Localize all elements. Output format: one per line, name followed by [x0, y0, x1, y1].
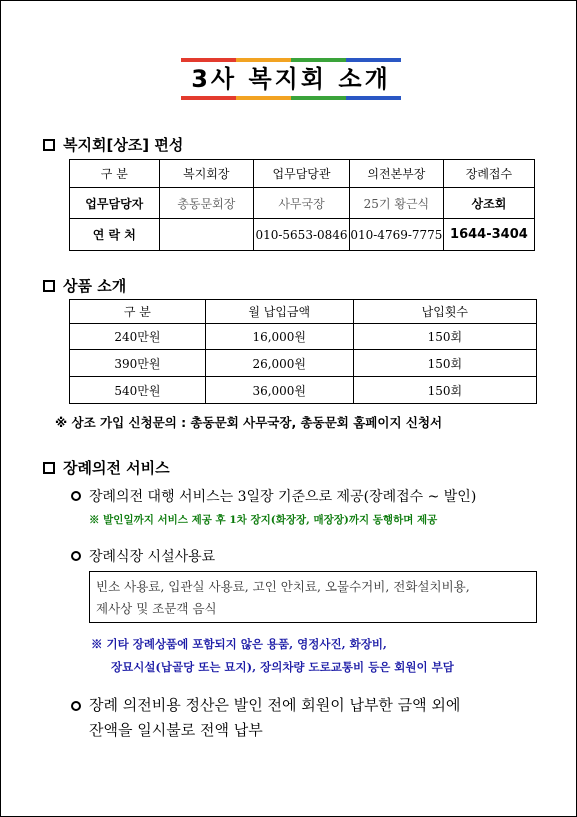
- service-item-1: [71, 486, 476, 506]
- circle-bullet-icon: [71, 491, 81, 501]
- header-cell: 업무담당관: [254, 160, 350, 188]
- service-item-1-text: 장례의전 대행 서비스는 3일장 기준으로 제공(장례접수 ~ 발인): [89, 489, 477, 505]
- header-cell: 월 납입금액: [205, 300, 353, 324]
- table-cell: 1644-3404: [443, 219, 534, 251]
- extra-cost-note-1: ※ 기타 장례상품에 포함되지 않은 용품, 영정사진, 화장비,: [91, 637, 387, 651]
- table-cell: 총동문회장: [159, 188, 253, 219]
- service-item-3-text: 장례 의전비용 정산은 발인 전에 회원이 납부한 금액 외에: [89, 696, 461, 714]
- header-cell: 복지회장: [159, 160, 253, 188]
- header-cell: 구 분: [70, 160, 160, 188]
- header-cell: 납입횟수: [353, 300, 536, 324]
- checkbox-icon: [43, 139, 55, 151]
- product-table: [69, 299, 537, 404]
- facility-fee-line: 제사상 및 조문객 음식: [96, 601, 217, 616]
- title-block: [181, 58, 401, 100]
- service-item-3: [71, 693, 460, 743]
- section2-heading: [43, 275, 126, 296]
- service-item-1-note: ※ 발인일까지 서비스 제공 후 1차 장지(화장장, 매장장)까지 동행하며 제공: [89, 514, 438, 526]
- title-color-bar-bottom: [181, 96, 401, 100]
- table-row: [70, 324, 537, 350]
- org-table-header: [70, 160, 535, 188]
- table-cell: 26,000원: [205, 350, 353, 377]
- checkbox-icon: [43, 280, 55, 292]
- section1-heading-text: 복지회[상조] 편성: [63, 136, 184, 154]
- table-row: [70, 219, 535, 251]
- facility-fee-line: 빈소 사용료, 입관실 사용료, 고인 안치료, 오물수거비, 전화설치비용,: [96, 579, 470, 594]
- table-row: [70, 377, 537, 404]
- table-cell: 150회: [353, 350, 536, 377]
- table-cell: 010-5653-0846: [254, 219, 350, 251]
- table-cell: 상조회: [443, 188, 534, 219]
- header-cell: 장례접수: [443, 160, 534, 188]
- table-cell: 150회: [353, 324, 536, 350]
- section1-heading: [43, 134, 183, 155]
- table-cell: 150회: [353, 377, 536, 404]
- table-cell: 연 락 처: [70, 219, 160, 251]
- service-item-3-text-cont: 잔액을 일시불로 전액 납부: [89, 721, 263, 739]
- table-cell: [159, 219, 253, 251]
- table-cell: 사무국장: [254, 188, 350, 219]
- page-title: 3사 복지회 소개: [191, 65, 391, 93]
- table-row: [70, 188, 535, 219]
- org-table: [69, 159, 535, 251]
- section3-heading: [43, 457, 170, 478]
- header-cell: 의전본부장: [349, 160, 443, 188]
- circle-bullet-icon: [71, 701, 81, 711]
- section2-heading-text: 상품 소개: [63, 277, 127, 295]
- signup-note: ※ 상조 가입 신청문의 : 총동문회 사무국장, 총동문회 홈페이지 신청서: [55, 415, 443, 430]
- service-item-2-text: 장례식장 시설사용료: [89, 549, 216, 565]
- facility-fee-box: [89, 571, 537, 623]
- checkbox-icon: [43, 462, 55, 474]
- extra-cost-note-2: 장묘시설(납골당 또는 묘지), 장의차량 도로교통비 등은 회원이 부담: [111, 660, 454, 674]
- table-cell: 업무담당자: [70, 188, 160, 219]
- section3-heading-text: 장례의전 서비스: [63, 459, 170, 477]
- table-row: [70, 350, 537, 377]
- product-table-header: [70, 300, 537, 324]
- table-cell: 16,000원: [205, 324, 353, 350]
- table-cell: 390만원: [70, 350, 206, 377]
- table-cell: 240만원: [70, 324, 206, 350]
- table-cell: 540만원: [70, 377, 206, 404]
- service-item-2: [71, 546, 215, 566]
- circle-bullet-icon: [71, 551, 81, 561]
- table-cell: 010-4769-7775: [349, 219, 443, 251]
- header-cell: 구 분: [70, 300, 206, 324]
- table-cell: 25기 황근식: [349, 188, 443, 219]
- table-cell: 36,000원: [205, 377, 353, 404]
